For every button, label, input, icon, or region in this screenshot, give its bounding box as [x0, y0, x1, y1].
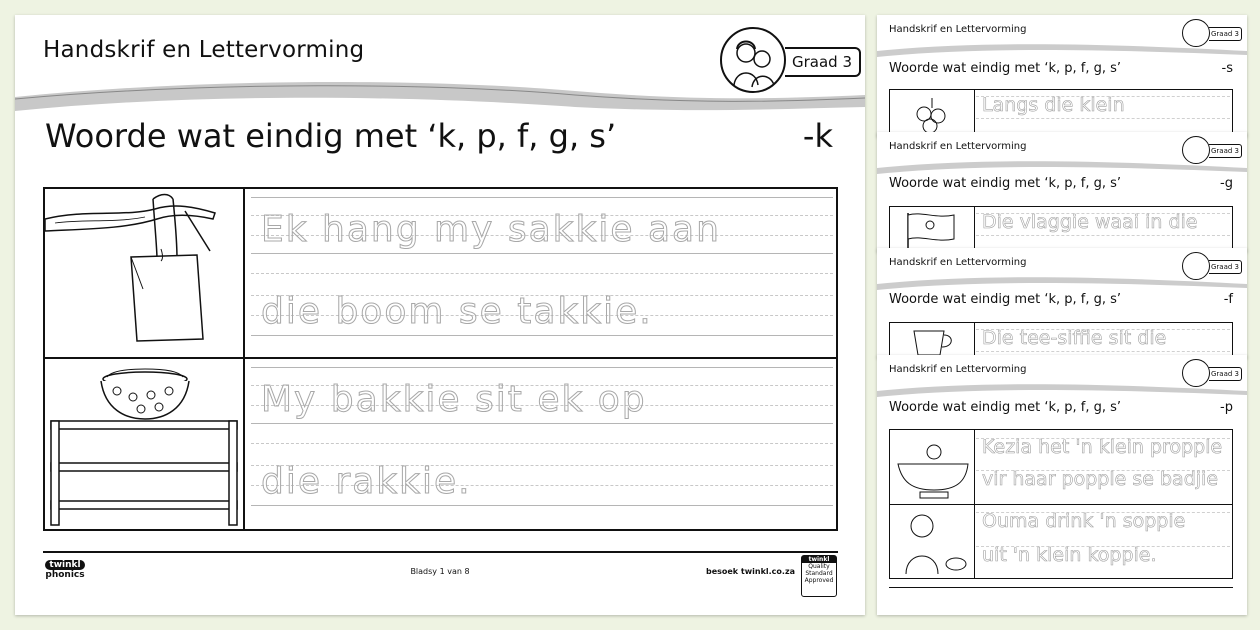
preview-wave: [877, 158, 1247, 174]
preview-footer-divider: [889, 587, 1233, 588]
tote-bag-illustration: [45, 189, 243, 357]
preview-ending: -g: [1220, 176, 1233, 191]
writing-lines-2: [251, 367, 833, 527]
header-title: Handskrif en Lettervorming: [43, 37, 365, 63]
teacup-icon: [910, 327, 960, 357]
granny-teacup-icon: [898, 508, 970, 576]
preview-wave: [877, 381, 1247, 397]
preview-title: Woorde wat eindig met ‘k, p, f, g, s’: [889, 61, 1122, 76]
page-title: Woorde wat eindig met ‘k, p, f, g, s’: [45, 117, 617, 155]
preview-grade: Graad 3: [1209, 144, 1242, 158]
preview-header-title: Handskrif en Lettervorming: [889, 257, 1027, 268]
preview-trace: Langs die klein: [982, 94, 1125, 116]
preview-sheet-s[interactable]: [877, 15, 1247, 137]
children-illustration-icon: [722, 29, 784, 91]
preview-wave: [877, 41, 1247, 57]
preview-title: Woorde wat eindig met ‘k, p, f, g, s’: [889, 292, 1122, 307]
word-ending: -k: [802, 117, 833, 155]
worksheet-page: [15, 15, 865, 615]
writing-lines-1: [251, 197, 833, 357]
preview-grid: [889, 322, 1233, 358]
bowl-on-shelf-icon: [45, 359, 243, 529]
preview-trace: Kezia het 'n klein propple: [982, 436, 1223, 458]
column-divider: [243, 189, 245, 529]
bowl-shelf-illustration: [45, 359, 243, 527]
preview-ending: -f: [1223, 292, 1233, 307]
twinkl-phonics-logo: [45, 560, 93, 594]
trace-sentence-1b[interactable]: die boom se takkie.: [261, 291, 653, 332]
preview-grade: Graad 3: [1209, 260, 1242, 274]
bathtub-baby-icon: [894, 434, 972, 500]
stamp-text: Quality Standard Approved: [804, 563, 834, 584]
preview-title: Woorde wat eindig met ‘k, p, f, g, s’: [889, 400, 1122, 415]
preview-grid: [889, 429, 1233, 579]
preview-sheet-g[interactable]: [877, 132, 1247, 252]
preview-header-title: Handskrif en Lettervorming: [889, 24, 1027, 35]
grapes-icon: [904, 94, 960, 137]
quality-approved-stamp: [801, 555, 837, 597]
preview-header-title: Handskrif en Lettervorming: [889, 141, 1027, 152]
preview-grid: [889, 206, 1233, 252]
trace-sentence-1a[interactable]: Ek hang my sakkie aan: [261, 209, 721, 250]
twinkl-characters-badge: [720, 27, 786, 93]
preview-sheet-f[interactable]: [877, 248, 1247, 358]
page-number: Bladsy 1 van 8: [410, 567, 470, 576]
trace-sentence-2b[interactable]: die rakkie.: [261, 461, 472, 502]
grade-label: Graad 3: [785, 47, 861, 77]
footer-divider: [43, 551, 838, 553]
preview-ending: -s: [1221, 61, 1233, 76]
preview-wave: [877, 274, 1247, 290]
preview-header-title: Handskrif en Lettervorming: [889, 364, 1027, 375]
stamp-brand: twinkl: [802, 556, 836, 563]
preview-trace: uit 'n klein koppie.: [982, 544, 1157, 566]
preview-grid: [889, 89, 1233, 137]
preview-trace: Ouma drink 'n soppie: [982, 510, 1186, 532]
logo-phonics-text: phonics: [45, 570, 85, 580]
pirate-flag-icon: [902, 209, 962, 249]
preview-sheet-p[interactable]: [877, 355, 1247, 615]
bag-on-branch-icon: [45, 189, 243, 357]
preview-grade: Graad 3: [1209, 27, 1242, 41]
preview-title: Woorde wat eindig met ‘k, p, f, g, s’: [889, 176, 1122, 191]
preview-ending: -p: [1220, 400, 1233, 415]
preview-trace: Die vlaggie waai in die: [982, 211, 1198, 233]
handwriting-grid: [43, 187, 838, 531]
trace-sentence-2a[interactable]: My bakkie sit ek op: [261, 379, 647, 420]
logo-twinkl-text: twinkl: [45, 560, 85, 570]
preview-trace: vir haar popple se badjie: [982, 468, 1219, 490]
visit-link[interactable]: besoek twinkl.co.za: [705, 567, 795, 576]
preview-grade: Graad 3: [1209, 367, 1242, 381]
preview-trace: Die tee-siffie sit die: [982, 327, 1167, 349]
